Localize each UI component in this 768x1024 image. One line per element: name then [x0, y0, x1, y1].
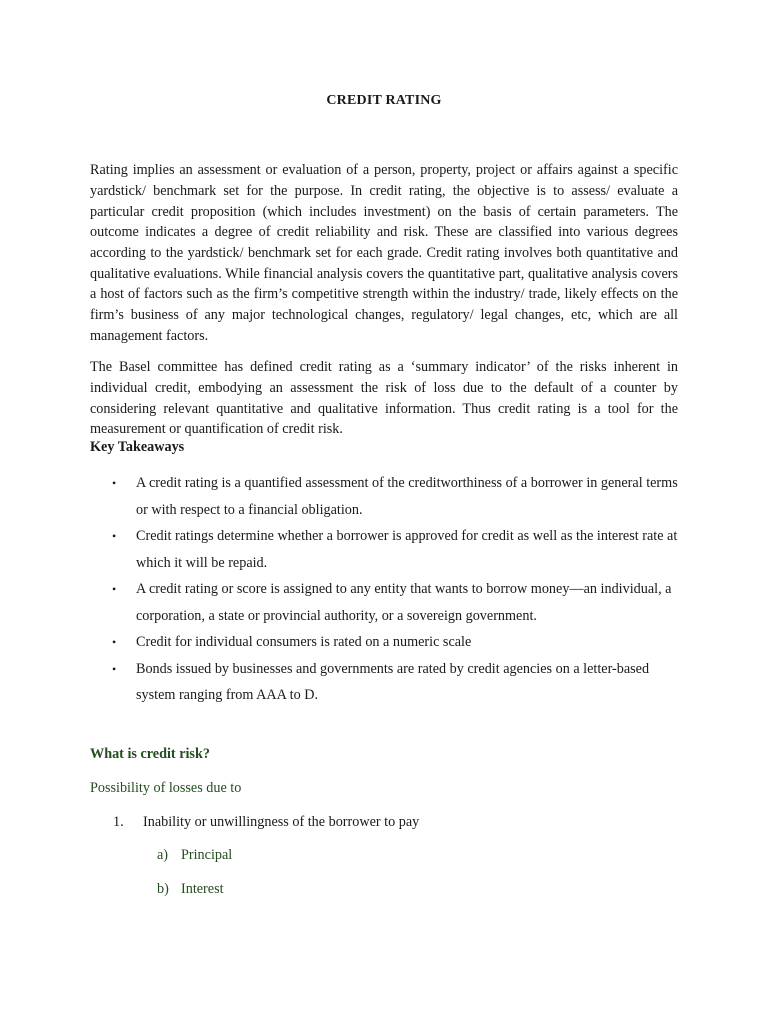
sub-item-principal	[157, 847, 232, 864]
paragraph-rating-definition: Rating implies an assessment or evaluation of a person, property, project or affairs against a specific yardstick/ benchmark set for the purpose. In credit rating, the objective is to assess/ evaluate a particular credit proposition (which includes investment) on the basis of certain parameters. The outcome indicates a degree of credit reliability and risk. These are classified into various degrees according to the yardstick/ benchmark set for each grade. Credit rating involves both quantitative and qualitative evaluations. While financial analysis covers the quantitative part, qualitative analysis covers a host of factors such as the firm’s competitive strength within the industry/ trade, likely effects on the firm’s business of any major technological changes, regulatory/ legal changes, etc, which are all management factors.	[90, 162, 678, 344]
credit-risk-intro: Possibility of losses due to	[90, 780, 242, 796]
sub-item-marker: a)	[157, 847, 169, 863]
list-item: • A credit rating or score is assigned to any entity that wants to borrow money—an individual, a corporation, a state or provincial authority, or a sovereign government.	[90, 576, 678, 629]
list-item: • Bonds issued by businesses and governments are rated by credit agencies on a letter-based system ranging from AAA to D.	[90, 656, 678, 709]
sub-item-text: Principal	[181, 847, 233, 863]
key-takeaways-list	[90, 470, 678, 709]
item-number: 1.	[113, 814, 124, 830]
list-item: • A credit rating is a quantified assessment of the creditworthiness of a borrower in general terms or with respect to a financial obligation.	[90, 470, 678, 523]
sub-item-marker: b)	[157, 881, 169, 897]
document-title: CREDIT RATING	[326, 93, 442, 108]
key-takeaways-heading: Key Takeaways	[90, 439, 185, 455]
credit-risk-heading: What is credit risk?	[90, 746, 210, 762]
sub-item-text: Interest	[181, 881, 224, 897]
item-text: Inability or unwillingness of the borrower to pay	[143, 814, 420, 830]
paragraph-basel-definition: The Basel committee has defined credit rating as a ‘summary indicator’ of the risks inherent in individual credit, embodying an assessment the risk of loss due to the default of a counter by considering relevant quantitative and qualitative information. Thus credit rating is a tool for the measurement or quantification of credit risk.	[90, 359, 678, 438]
list-item: • Credit ratings determine whether a borrower is approved for credit as well as the interest rate at which it will be repaid.	[90, 523, 678, 576]
sub-item-interest	[157, 881, 224, 898]
numbered-item	[113, 814, 419, 831]
list-item: • Credit for individual consumers is rated on a numeric scale	[90, 629, 678, 656]
